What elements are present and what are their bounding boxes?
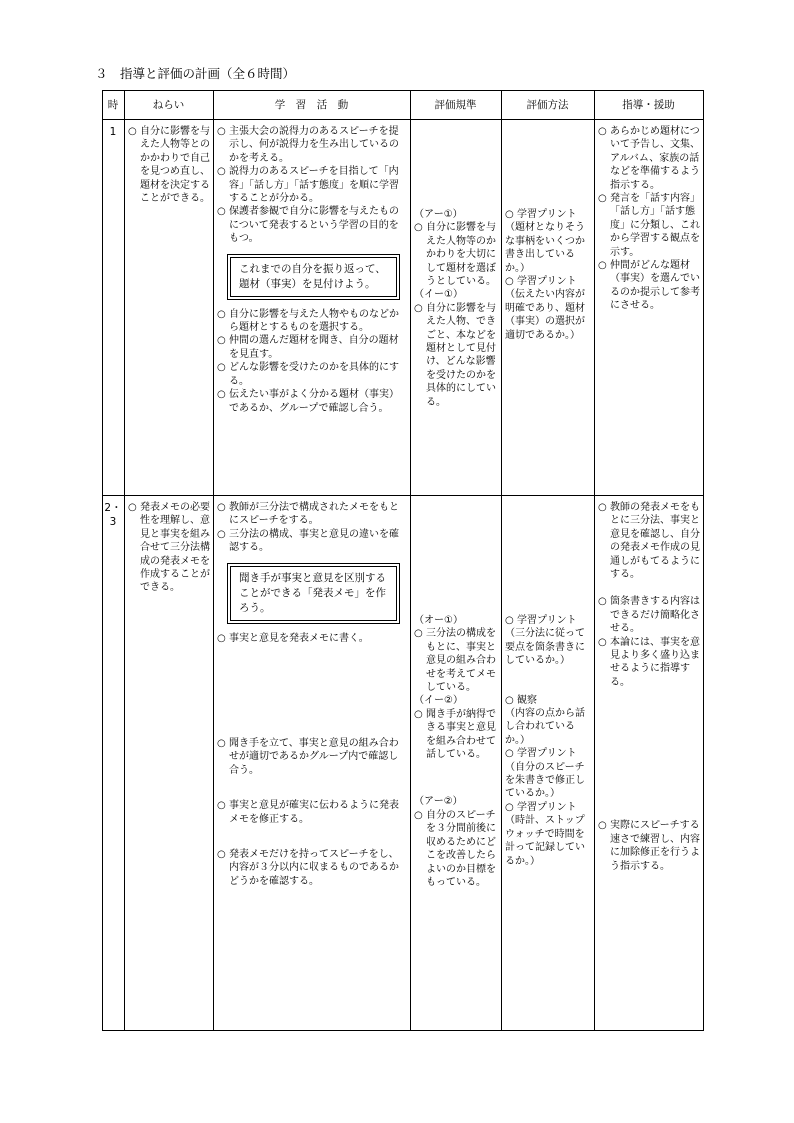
list-item: ○ 発言を「話す内容」「話し方」「話す態度」に分類し、これから学習する観点を示す。 xyxy=(598,193,700,258)
row-1-activities xyxy=(217,125,406,415)
list-item: ○ 本論には、事実を意見より多く盛り込ませるように指導する。 xyxy=(598,636,700,688)
list-item: ○ 聞き手を立て、事実と意見の組み合わせが適切であるかグループ内で確認し合う。 xyxy=(217,738,399,776)
list-item: ○ 仲間の選んだ題材を聞き、自分の題材を見直す。 xyxy=(217,335,399,360)
row-2-aim: ○ 発表メモの必要性を理解し、意見と事実を組み合せて三分法構成の発表メモを作成することができる。 xyxy=(128,502,210,594)
list-item: ○ 事実と意見を発表メモに書く。 xyxy=(217,632,369,644)
header-time: 時 xyxy=(107,99,119,111)
list-item: ○ 発表メモだけを持ってスピーチをし、内容が３分以内に収まるものであるかどうかを確認する。 xyxy=(217,849,399,887)
list-item: ○ 主張大会の説得力のあるスピーチを提示し、何が説得力を生み出しているのかを考える。 xyxy=(217,126,399,164)
row-1-criteria: （アー①） ○ 自分に影響を与えた人物等のかかわりを大切にして題材を選ぼうとしている。 （イー①） ○ 自分に影響を与えた人物、できごと、本などを題材として見付け、どんな影響を受けたのかを具体的にしている。 xyxy=(414,209,496,408)
list-item: ○ あらかじめ題材について予告し、文集、アルバム、家族の話などを準備するよう指示する。 xyxy=(598,126,700,191)
list-item: ○ 教師が三分法で構成されたメモをもとにスピーチをする。 xyxy=(217,502,399,527)
header-support: 指導・援助 xyxy=(622,99,675,111)
list-item: ○ 仲間がどんな題材（事実）を選んでいるのか提示して参考にさせる。 xyxy=(598,260,700,312)
section-title: ３ 指導と評価の計画（全６時間） xyxy=(95,66,296,81)
header-activities: 学 習 活 動 xyxy=(274,99,349,111)
goal-box: 聞き手が事実と意見を区別することができる「発表メモ」を作ろう。 xyxy=(227,563,400,624)
list-item: ○ 実際にスピーチする速さで練習し、内容に加除修正を行うよう指示する。 xyxy=(598,820,700,872)
list-item: ○ 自分に影響を与えた人物やものなどから題材とするものを選択する。 xyxy=(217,308,399,334)
row-1-aim: ○ 自分に影響を与えた人物等とのかかわりで自己を見つめ直し、題材を決定することができる。 xyxy=(128,126,210,205)
list-item: ○ 伝えたい事がよく分かる題材（事実）であるか、グループで確認し合う。 xyxy=(217,389,399,414)
list-item: ○ 事実と意見が確実に伝わるように発表メモを修正する。 xyxy=(217,800,399,825)
list-item: ○ 箇条書きする内容はできるだけ簡略化させる。 xyxy=(598,596,700,635)
row-2-support xyxy=(598,501,700,873)
header-method: 評価方法 xyxy=(526,99,569,111)
row-2-method: ○ 学習プリント （三分法に従って要点を箇条書きにしているか。） ○ 観察 （内容の点から話し合われているか。） ○ 学習プリント （自分のスピーチを朱書きで修正しているか。） ○ 学習プリント （時計、ストップウォッチで時間を計って記録しているか。） xyxy=(505,615,585,867)
header-criteria: 評価規準 xyxy=(434,99,477,111)
list-item: ○ 三分法の構成、事実と意見の違いを確認する。 xyxy=(217,528,399,554)
list-item: ○ 教師の発表メモをもとに三分法、事実と意見を確認し、自分の発表メモ作成の見通しがもてるようにする。 xyxy=(598,502,700,581)
row-1-support xyxy=(598,125,700,313)
row-2-activities xyxy=(217,501,406,888)
row-2-criteria: （オー①） ○ 三分法の構成をもとに、事実と意見の組み合わせを考えてメモしている。 （イー②） ○ 聞き手が納得できる事実と意見を組み合わせて話している。 （アー②） ○ 自分のスピーチを３分間前後に収めるためにどこを改善したらよいのか目標をもっている。 xyxy=(414,615,496,888)
row-1-method: ○ 学習プリント （題材となりそうな事柄をいくつか書き出しているか。） ○ 学習プリント （伝えたい内容が明確であり、題材（事実）の選択が適切であるか。） xyxy=(505,209,585,341)
header-aim: ねらい xyxy=(152,99,185,111)
list-item: ○ 説得力のあるスピーチを目指して「内容」「話し方」「話す態度」を順に学習することが分かる。 xyxy=(217,166,399,205)
goal-box: これまでの自分を振り返って、題材（事実）を見付けよう。 xyxy=(227,254,400,300)
list-item: ○ 保護者参観で自分に影響を与えたものについて発表するという学習の目的をもつ。 xyxy=(217,206,399,245)
row-1-time: 1 xyxy=(109,126,117,138)
list-item: ○ どんな影響を受けたのかを具体的にする。 xyxy=(217,362,399,387)
row-2-time: 2・3 xyxy=(104,502,122,528)
